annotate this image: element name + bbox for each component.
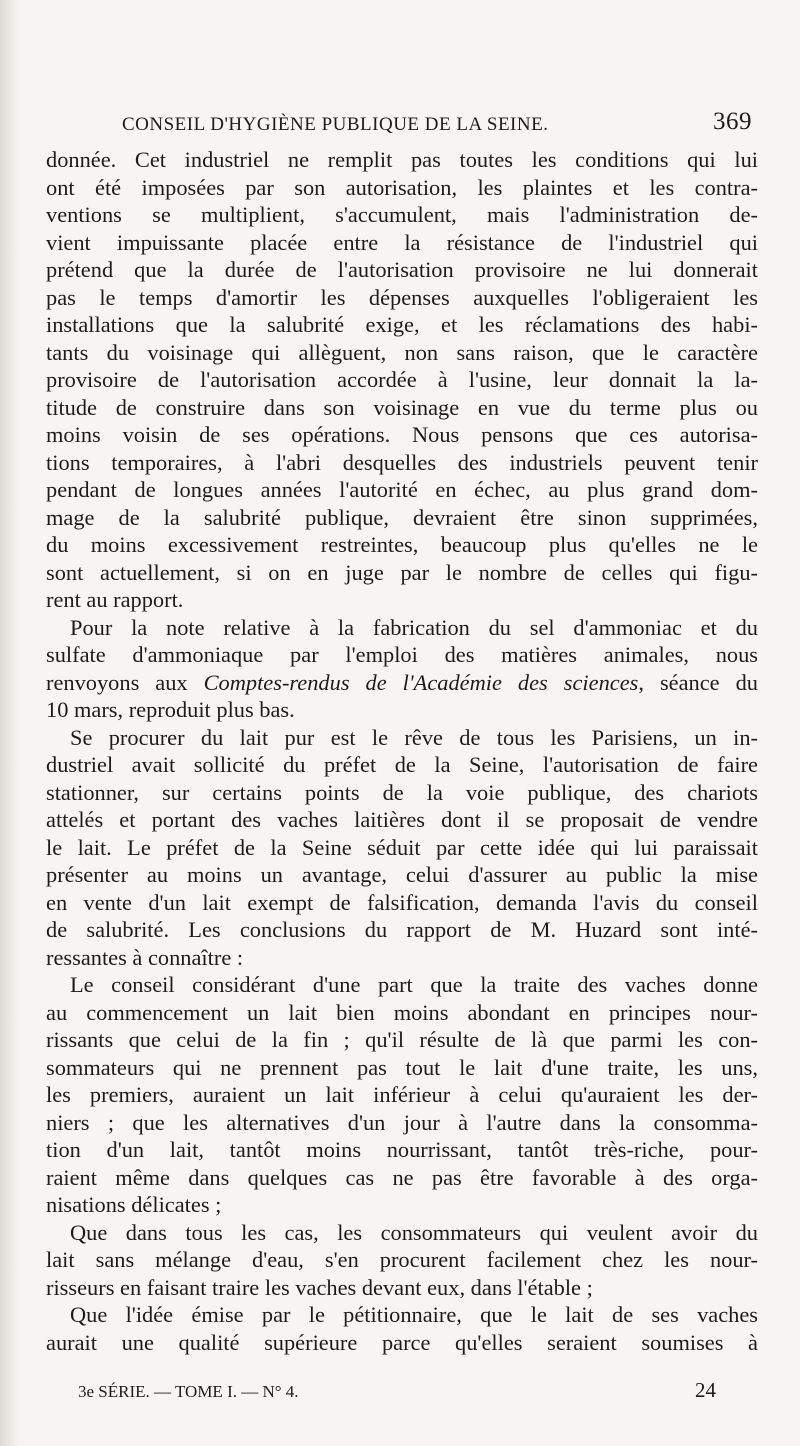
text-line: Pour la note relative à la fabrication du sel d'ammoniac et du xyxy=(70,614,758,640)
text-line: rissants que celui de la fin ; qu'il résulte de là que parmi les con- xyxy=(46,1027,758,1052)
text-line: prétend que la durée de l'autorisation provisoire ne lui donnerait xyxy=(46,257,758,282)
text-line: rent au rapport. xyxy=(46,587,184,612)
text-fragment: renvoyons aux xyxy=(46,669,204,695)
text-line: 10 mars, reproduit plus bas. xyxy=(46,697,295,722)
text-line: sont actuellement, si on en juge par le nombre de celles qui figu- xyxy=(46,559,758,585)
text-line: au commencement un lait bien moins abondant en principes nour- xyxy=(46,999,758,1025)
text-line: Que dans tous les cas, les consommateurs qui veulent avoir du xyxy=(70,1219,758,1245)
body-text xyxy=(46,146,758,1356)
printer-signature-mark: 24 xyxy=(695,1378,716,1402)
running-head xyxy=(122,106,752,142)
text-line: niers ; que les alternatives d'un jour à l'autre dans la consomma- xyxy=(46,1109,758,1135)
text-line: pas le temps d'amortir les dépenses auxquelles l'obligeraient les xyxy=(46,284,758,310)
text-line: ventions se multiplient, s'accumulent, mais l'administration de- xyxy=(46,202,758,227)
text-line: moins voisin de ses opérations. Nous pensons que ces autorisa- xyxy=(46,422,758,447)
text-line: tants du voisinage qui allèguent, non sans raison, que le caractère xyxy=(46,339,758,365)
text-line: stationner, sur certains points de la voie publique, des chariots xyxy=(46,779,758,805)
paragraph xyxy=(46,146,758,614)
citation-title: Comptes-rendus de l'Académie des sciences xyxy=(203,669,639,695)
text-line: raient même dans quelques cas ne pas être favorable à des orga- xyxy=(46,1164,758,1190)
scan-shadow-edge xyxy=(0,0,18,1446)
text-line-with-citation xyxy=(46,669,758,697)
text-line: du moins excessivement restreintes, beaucoup plus qu'elles ne le xyxy=(46,532,758,557)
text-line: Que l'idée émise par le pétitionnaire, que le lait de ses vaches xyxy=(70,1302,758,1327)
text-line: de salubrité. Les conclusions du rapport de M. Huzard sont inté- xyxy=(46,917,758,942)
paragraph xyxy=(46,614,758,724)
paragraph xyxy=(46,724,758,972)
text-line: tion d'un lait, tantôt moins nourrissant, tantôt très-riche, pour- xyxy=(46,1137,758,1162)
text-line: vient impuissante placée entre la résistance de l'industriel qui xyxy=(46,229,758,255)
text-line: le lait. Le préfet de la Seine séduit par cette idée qui lui paraissait xyxy=(46,834,758,860)
paragraph xyxy=(46,1301,758,1356)
text-line: dustriel avait sollicité du préfet de la Seine, l'autorisation de faire xyxy=(46,752,758,777)
text-line: Le conseil considérant d'une part que la traite des vaches donne xyxy=(70,972,758,997)
running-title: CONSEIL D'HYGIÈNE PUBLIQUE DE LA SEINE. xyxy=(122,114,549,135)
text-line: ressantes à connaître : xyxy=(46,944,244,970)
series-volume-number: 3e SÉRIE. — TOME I. — N° 4. xyxy=(78,1382,299,1401)
text-line: risseurs en faisant traire les vaches devant eux, dans l'étable ; xyxy=(46,1274,593,1300)
text-line: en vente d'un lait exempt de falsification, demanda l'avis du conseil xyxy=(46,889,758,915)
text-line: tions temporaires, à l'abri desquelles des industriels peuvent tenir xyxy=(46,449,758,475)
text-fragment: , séance du xyxy=(638,669,758,695)
text-line: aurait une qualité supérieure parce qu'elles seraient soumises à xyxy=(46,1329,758,1355)
text-line: sommateurs qui ne prennent pas tout le lait d'une traite, les uns, xyxy=(46,1054,758,1080)
text-line: sulfate d'ammoniaque par l'emploi des matières animales, nous xyxy=(46,642,758,667)
text-line: donnée. Cet industriel ne remplit pas toutes les conditions qui lui xyxy=(46,147,758,172)
text-line: Se procurer du lait pur est le rêve de tous les Parisiens, un in- xyxy=(70,724,758,750)
text-line: mage de la salubrité publique, devraient être sinon supprimées, xyxy=(46,504,758,530)
text-line: provisoire de l'autorisation accordée à l'usine, leur donnait la la- xyxy=(46,367,758,392)
text-line: présenter au moins un avantage, celui d'assurer au public la mise xyxy=(46,862,758,887)
text-line: attelés et portant des vaches laitières dont il se proposait de vendre xyxy=(46,807,758,832)
page-number: 369 xyxy=(713,108,752,135)
text-line: lait sans mélange d'eau, s'en procurent facilement chez les nour- xyxy=(46,1247,758,1272)
text-line: pendant de longues années l'autorité en échec, au plus grand dom- xyxy=(46,477,758,502)
paragraph xyxy=(46,1219,758,1302)
text-line: nisations délicates ; xyxy=(46,1192,222,1217)
text-line: les premiers, auraient un lait inférieur à celui qu'auraient les der- xyxy=(46,1082,758,1107)
text-line: titude de construire dans son voisinage en vue du terme plus ou xyxy=(46,394,758,420)
page-footer xyxy=(78,1378,716,1408)
paragraph xyxy=(46,971,758,1219)
text-line: ont été imposées par son autorisation, les plaintes et les contra- xyxy=(46,174,758,200)
text-line: installations que la salubrité exige, et les réclamations des habi- xyxy=(46,312,758,337)
